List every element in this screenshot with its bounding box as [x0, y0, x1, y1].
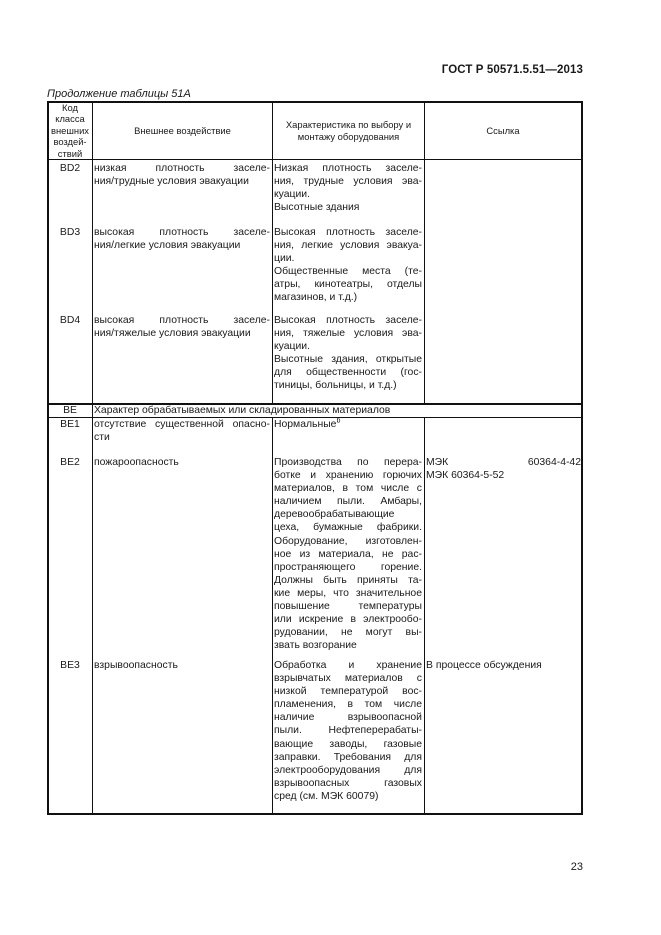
- characteristics-line: деревообрабатывающие: [274, 509, 395, 521]
- characteristics-line: ния, тяжелые условия эва-: [274, 328, 422, 340]
- row-influence-be1: [94, 418, 270, 444]
- row-influence-be2: пожароопасность: [94, 457, 179, 468]
- characteristics-line: куации.: [274, 189, 310, 201]
- characteristics-line: пламенения, в том числе: [274, 699, 422, 711]
- characteristics-line: куации.: [274, 341, 310, 353]
- characteristics-line: звать возгорание: [274, 640, 357, 652]
- row-characteristics-be3: [274, 659, 422, 803]
- row-characteristics-bd3: [274, 226, 422, 305]
- characteristics-line: ции.: [274, 253, 295, 265]
- row-code-be: BE: [63, 405, 77, 416]
- row-influence-bd2: [94, 162, 270, 188]
- row-code-be1: BE1: [60, 419, 80, 430]
- header-characteristics: [273, 102, 424, 159]
- row-characteristics-bd4: [274, 314, 422, 393]
- influence-line: высокая плотность заселе-: [94, 227, 270, 238]
- characteristics-line: атры, кинотеатры, отделы: [274, 279, 422, 291]
- header-code-line: ствий: [57, 147, 83, 159]
- characteristics-line: Высотные здания, открытые: [274, 354, 422, 366]
- header-characteristics-line: Характеристика по выбору и: [285, 119, 412, 130]
- header-influence: [93, 102, 272, 159]
- characteristics-line: Высокая плотность заселе-: [274, 315, 422, 326]
- characteristics-line: низкой температурой вос-: [274, 686, 422, 698]
- characteristics-line: электрооборудования для: [274, 764, 422, 776]
- row-influence-bd4: [94, 314, 270, 340]
- characteristics-line: вающие заводы, газовые: [274, 738, 422, 750]
- footnote-marker: b: [336, 417, 341, 425]
- column-divider-1: [92, 101, 93, 815]
- table-caption: Продолжение таблицы 51А: [47, 88, 191, 100]
- characteristics-line: Высотные здания: [274, 202, 360, 214]
- characteristics-line: пространяющего горение.: [274, 561, 422, 573]
- characteristics-line: ное из материала, не рас-: [274, 548, 422, 560]
- row-code-be3: BE3: [60, 660, 80, 671]
- characteristics-line: тиницы, больницы, и т.д.): [274, 380, 397, 392]
- influence-line: ния/трудные условия эвакуации: [94, 176, 249, 188]
- header-code-line: воздей-: [53, 136, 87, 148]
- column-divider-3-bottom: [424, 417, 425, 815]
- reference-line: [426, 456, 581, 469]
- reference-prefix: МЭК: [426, 457, 449, 468]
- characteristics-line: кие меры, что значительное: [274, 587, 422, 599]
- header-code-line: класса: [55, 113, 85, 125]
- row-characteristics-be2: [274, 456, 422, 652]
- characteristics-text: Нормальные: [274, 419, 337, 430]
- header-bottom-line: [47, 159, 583, 160]
- influence-line: сти: [94, 432, 110, 444]
- influence-line: ния/легкие условия эвакуации: [94, 240, 241, 252]
- column-divider-2-bottom: [272, 417, 273, 815]
- characteristics-line: Производства по перера-: [274, 457, 422, 468]
- characteristics-line: материалов, в том числе с: [274, 483, 422, 495]
- characteristics-line: Высокая плотность заселе-: [274, 227, 422, 238]
- characteristics-line: наличием пыли. Амбары,: [274, 496, 422, 508]
- row-code-bd4: BD4: [59, 315, 81, 326]
- characteristics-line: заправки. Требования для: [274, 751, 422, 763]
- characteristics-line: сред (см. МЭК 60079): [274, 790, 379, 802]
- characteristics-line: наличие взрывоопасной: [274, 712, 422, 724]
- characteristics-line: Оборудование, изготовлен-: [274, 535, 422, 547]
- characteristics-line: повышение температуры: [274, 601, 422, 613]
- row-characteristics-be1: [274, 418, 422, 431]
- characteristics-line: взрывоопасных газовых: [274, 777, 422, 789]
- page-number: 23: [570, 861, 583, 873]
- characteristics-line: ния, трудные условия эва-: [274, 176, 422, 188]
- characteristics-line: Должны быть приняты та-: [274, 574, 422, 586]
- header-code: [48, 102, 92, 159]
- row-code-bd3: BD3: [59, 227, 81, 238]
- reference-line: МЭК 60364-5-52: [426, 470, 505, 482]
- row-reference-be3: В процессе обсуждения: [426, 660, 542, 671]
- characteristics-line: цеха, бумажные фабрики.: [274, 522, 422, 534]
- header-reference-label: Ссылка: [486, 124, 520, 136]
- characteristics-line: рудовании, не могут вы-: [274, 627, 422, 639]
- characteristics-line: или искрение в электрообо-: [274, 614, 422, 626]
- row-influence-bd3: [94, 226, 270, 252]
- influence-line: низкая плотность заселе-: [94, 163, 270, 174]
- group-title-be: Характер обрабатываемых или складированных материалов: [94, 405, 391, 416]
- header-code-line: внешних: [51, 124, 89, 136]
- row-influence-be3: взрывоопасность: [94, 660, 178, 671]
- header-reference: [425, 102, 581, 159]
- characteristics-line: магазинов, и т.д.): [274, 292, 358, 304]
- document-id: ГОСТ Р 50571.5.51—2013: [441, 64, 583, 76]
- influence-line: ния/тяжелые условия эвакуации: [94, 328, 251, 340]
- header-influence-label: Внешнее воздействие: [134, 124, 231, 136]
- row-code-bd2: BD2: [59, 163, 81, 174]
- characteristics-line: ния, легкие условия эвакуа-: [274, 240, 422, 252]
- influence-line: отсутствие существенной опасно-: [94, 419, 270, 430]
- characteristics-line: ботке и хранению горючих: [274, 470, 422, 482]
- characteristics-line: Низкая плотность заселе-: [274, 163, 422, 174]
- characteristics-line: Общественные места (те-: [274, 266, 422, 278]
- characteristics-line: для общественности (гос-: [274, 367, 422, 379]
- row-code-be2: BE2: [60, 457, 80, 468]
- row-reference-be2: [426, 456, 581, 482]
- header-characteristics-line: монтажу оборудования: [297, 130, 400, 142]
- reference-number: 60364-4-42: [527, 457, 581, 468]
- characteristics-line: пыли. Нефтеперерабаты-: [274, 725, 422, 737]
- row-characteristics-bd2: [274, 162, 422, 214]
- characteristics-line: Обработка и хранение: [274, 660, 422, 671]
- influence-line: высокая плотность заселе-: [94, 315, 270, 326]
- header-code-line: Код: [62, 101, 78, 113]
- characteristics-line: взрывчатых материалов с: [274, 673, 422, 685]
